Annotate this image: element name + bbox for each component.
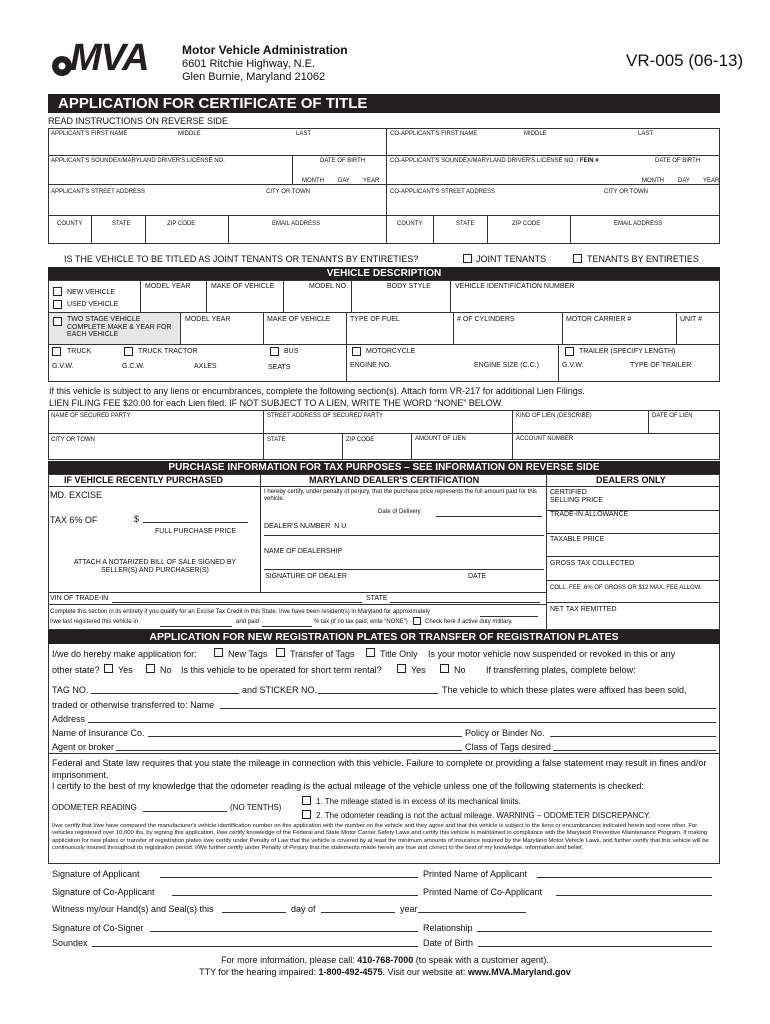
axles-label: AXLES <box>194 363 217 370</box>
policy-field[interactable] <box>550 728 716 737</box>
co-applicant-dob-label: DATE OF BIRTH <box>655 158 701 164</box>
no-tenths-label: (NO TENTHS) <box>230 803 282 812</box>
joint-tenants-label: JOINT TENANTS <box>476 254 547 264</box>
date-of-delivery-label: Date of Delivery <box>378 509 421 515</box>
applicant-middle-label: MIDDLE <box>178 131 201 137</box>
witness-label: Witness my/our Hand(s) and Seal(s) this <box>52 904 214 914</box>
applicant-county-label: COUNTY <box>57 221 83 227</box>
purchase-heading: PURCHASE INFORMATION FOR TAX PURPOSES – SEE INFORMATION ON REVERSE SIDE <box>48 461 720 474</box>
dealer-date-label: DATE <box>468 573 487 580</box>
agency-street: 6601 Ritchie Highway, N.E. <box>182 58 316 70</box>
signature-co-applicant-field[interactable] <box>172 887 418 896</box>
applicant-city-label: CITY OR TOWN <box>266 189 311 195</box>
applicant-dob-month: MONTH <box>302 178 324 184</box>
sticker-no-field[interactable] <box>318 685 438 694</box>
motorcycle-checkbox[interactable] <box>352 347 361 356</box>
printed-co-applicant-label: Printed Name of Co-Applicant <box>423 887 543 897</box>
used-vehicle-label: USED VEHICLE <box>67 301 119 308</box>
suspended-yes-label: Yes <box>118 665 133 675</box>
witness-day-field[interactable] <box>222 904 286 913</box>
trailer-gvw-label: G.V.W. <box>562 362 584 369</box>
affixed-label: The vehicle to which these plates were affixed has been sold, <box>442 685 687 695</box>
truck-checkbox[interactable] <box>52 347 61 356</box>
registration-heading: APPLICATION FOR NEW REGISTRATION PLATES OR TRANSFER OF REGISTRATION PLATES <box>48 630 720 644</box>
last-registered-field[interactable] <box>160 618 232 627</box>
odometer-option-2-checkbox[interactable] <box>302 810 311 819</box>
apply-label: I/we do hereby make application for: <box>52 649 197 659</box>
vin-trade-in-field[interactable] <box>112 594 362 603</box>
tag-no-label: TAG NO. <box>52 685 89 695</box>
traded-name-label: traded or otherwise transferred to: Name <box>52 700 215 710</box>
lien-notice-1: If this vehicle is subject to any liens or encumbrances, complete the following section(s). Attach form VR-217 for additional Lien Filings. <box>49 386 585 396</box>
co-signer-field[interactable] <box>150 923 418 932</box>
sticker-label: and STICKER NO. <box>242 685 318 695</box>
dollar-sign: $ <box>134 514 140 524</box>
cylinders-label: # OF CYLINDERS <box>457 316 515 323</box>
date-of-delivery-field[interactable] <box>436 508 542 517</box>
co-applicant-city-label: CITY OR TOWN <box>604 189 649 195</box>
signature-applicant-field[interactable] <box>160 869 418 878</box>
last-registered-label: I/we last registered this vehicle in <box>50 619 139 625</box>
motor-carrier-label: MOTOR CARRIER # <box>566 316 632 323</box>
applicant-dob-day: DAY <box>338 178 350 184</box>
bill-of-sale-note: ATTACH A NOTARIZED BILL OF SALE SIGNED BY SELLER(S) AND PURCHASER(S) <box>73 559 237 574</box>
trade-in-allowance: TRADE-IN ALLOWANCE <box>550 511 629 518</box>
soundex-label: Soundex <box>52 938 88 948</box>
other-state-label: other state? <box>52 665 100 675</box>
tag-no-field[interactable] <box>91 685 239 694</box>
and-paid-label: and paid <box>236 619 260 625</box>
used-vehicle-checkbox[interactable] <box>53 300 62 309</box>
tax-percent-label: % tax (if no tax paid, write “NONE”) <box>314 619 408 625</box>
registration-box <box>48 644 720 754</box>
secured-party-street-label: STREET ADDRESS OF SECURED PARTY <box>267 413 384 419</box>
lien-notice-2: LIEN FILING FEE $20.00 for each Lien filed. IF NOT SUBJECT TO A LIEN, WRITE THE WORD “NONE” BELOW. <box>49 398 504 408</box>
co-applicant-street-label: CO-APPLICANT'S STREET ADDRESS <box>390 189 496 195</box>
logo-text: MVA <box>70 37 149 79</box>
truck-label: TRUCK <box>67 348 92 355</box>
make-2-label: MAKE OF VEHICLE <box>267 316 331 323</box>
type-of-trailer-label: TYPE OF TRAILER <box>630 362 692 369</box>
co-applicant-middle-label: MIDDLE <box>524 131 547 137</box>
dealership-name-field[interactable] <box>264 560 544 570</box>
title-only-checkbox[interactable] <box>366 648 375 657</box>
agency-name: Motor Vehicle Administration <box>182 43 348 57</box>
co-applicant-license-label: CO-APPLICANT'S SOUNDEX/MARYLAND DRIVER'S LICENSE NO. / FEIN # <box>390 158 599 164</box>
lien-zip-label: ZIP CODE <box>346 437 375 443</box>
agency-city: Glen Burnie, Maryland 21062 <box>182 71 326 83</box>
lien-city-label: CITY OR TOWN <box>51 437 96 443</box>
two-stage-label: TWO STAGE VEHICLE COMPLETE MAKE & YEAR FOR EACH VEHICLE <box>67 316 172 339</box>
rental-no-label: No <box>454 665 466 675</box>
bus-checkbox[interactable] <box>270 347 279 356</box>
full-purchase-price-field[interactable] <box>143 514 248 523</box>
engine-no-label: ENGINE NO. <box>350 362 392 369</box>
fuel-label: TYPE OF FUEL <box>350 316 400 323</box>
tenants-by-entireties-checkbox[interactable] <box>573 254 582 263</box>
applicant-dob-label: DATE OF BIRTH <box>320 158 366 164</box>
joint-question: IS THE VEHICLE TO BE TITLED AS JOINT TENANTS OR TENANTS BY ENTIRETIES? <box>64 254 419 264</box>
tenants-by-entireties-label: TENANTS BY ENTIRETIES <box>587 254 699 264</box>
co-applicant-first-name-label: CO-APPLICANT'S FIRST NAME <box>390 131 478 137</box>
co-applicant-zip-label: ZIP CODE <box>512 221 541 227</box>
military-label: Check here if active duty military. <box>425 619 513 625</box>
co-applicant-dob-day: DAY <box>678 178 690 184</box>
dealer-number-label: DEALER'S NUMBER N U <box>264 523 347 530</box>
odometer-option-2-label: 2. The odometer reading is not the actual mileage. WARNING – ODOMETER DISCREPANCY. <box>316 811 651 820</box>
witness-month-field[interactable] <box>321 904 395 913</box>
footer-phone-line: For more information, please call: 410-768-7000 (to speak with a customer agent). <box>221 955 549 965</box>
co-applicant-state-label: STATE <box>456 221 475 227</box>
if-recently-purchased: IF VEHICLE RECENTLY PURCHASED <box>64 475 224 485</box>
account-number-label: ACCOUNT NUMBER <box>516 436 574 442</box>
collection-fee: COLL. FEE .6% OF GROSS OR $12 MAX. FEE ALLOW. <box>550 585 702 591</box>
agent-field[interactable] <box>116 742 462 751</box>
joint-tenants-checkbox[interactable] <box>463 254 472 263</box>
address-label: Address <box>52 714 86 724</box>
odometer-certify-text: I certify to the best of my knowledge that the odometer reading is the actual mileage of the vehicle unless one of the following statements is checked: <box>52 781 644 791</box>
lien-state-label: STATE <box>267 437 286 443</box>
if-transferring-label: If transferring plates, complete below: <box>486 665 636 675</box>
certified-selling-price: CERTIFIED SELLING PRICE <box>550 489 603 504</box>
odometer-law-text: Federal and State law requires that you state the mileage in connection with this vehicle. Failure to complete or providing a false statement may result in fines and/or imprisonment. <box>52 758 707 780</box>
dealers-only: DEALERS ONLY <box>596 475 666 485</box>
mva-logo <box>48 37 178 80</box>
relationship-field[interactable] <box>477 923 712 932</box>
net-tax-remitted: NET TAX REMITTED <box>550 606 617 613</box>
date-of-lien-label: DATE OF LIEN <box>652 413 693 419</box>
applicant-street-label: APPLICANT'S STREET ADDRESS <box>51 189 146 195</box>
gross-tax-collected: GROSS TAX COLLECTED <box>550 560 635 567</box>
bus-label: BUS <box>284 348 299 355</box>
model-no-label: MODEL NO. <box>309 283 349 290</box>
new-tags-checkbox[interactable] <box>214 648 223 657</box>
date-of-birth-field[interactable] <box>478 938 712 947</box>
make-label: MAKE OF VEHICLE <box>211 283 275 290</box>
suspended-question: Is your motor vehicle now suspended or revoked in this or any <box>428 649 676 659</box>
co-applicant-last-label: LAST <box>638 131 654 137</box>
suspended-no-checkbox[interactable] <box>146 664 155 673</box>
applicant-dob-year: YEAR <box>363 178 380 184</box>
day-of-label: day of <box>291 904 316 914</box>
name-of-dealership-label: NAME OF DEALERSHIP <box>264 548 343 555</box>
dealer-certification: MARYLAND DEALER'S CERTIFICATION <box>309 475 480 485</box>
full-purchase-price-label: FULL PURCHASE PRICE <box>155 528 237 535</box>
co-applicant-email-label: EMAIL ADDRESS <box>614 221 663 227</box>
md-excise: MD. EXCISE <box>50 490 103 500</box>
applicant-first-name-label: APPLICANT'S FIRST NAME <box>51 131 128 137</box>
unit-label: UNIT # <box>680 316 703 323</box>
class-tags-label: Class of Tags desired <box>465 742 551 752</box>
rental-question: Is this vehicle to be operated for short term rental? <box>181 665 382 675</box>
amount-of-lien-label: AMOUNT OF LIEN <box>415 436 466 442</box>
tax-6-of: TAX 6% OF <box>50 515 98 525</box>
seats-label: SEATS <box>268 364 291 371</box>
applicant-license-label: APPLICANT'S SOUNDEX/MARYLAND DRIVER'S LICENSE NO. <box>51 158 225 164</box>
co-signer-label: Signature of Co-Signer <box>52 923 144 933</box>
applicant-last-label: LAST <box>296 131 312 137</box>
truck-tractor-label: TRUCK TRACTOR <box>138 348 198 355</box>
motorcycle-label: MOTORCYCLE <box>366 348 416 355</box>
footer-tty-line: TTY for the hearing impaired: 1-800-492-4575. Visit our website at: www.MVA.Maryland.gov <box>199 967 571 977</box>
applicant-email-label: EMAIL ADDRESS <box>272 221 321 227</box>
read-instructions: READ INSTRUCTIONS ON REVERSE SIDE <box>48 116 229 126</box>
witness-year-field[interactable] <box>418 904 526 913</box>
kind-of-lien-label: KIND OF LIEN (DESCRIBE) <box>516 413 592 419</box>
odometer-option-1-checkbox[interactable] <box>302 796 311 805</box>
trade-in-state-field[interactable] <box>390 594 540 603</box>
page-title: APPLICATION FOR CERTIFICATE OF TITLE <box>48 94 720 113</box>
transfer-tags-label: Transfer of Tags <box>290 649 355 659</box>
gvw-label: G.V.W. <box>52 363 74 370</box>
co-applicant-county-label: COUNTY <box>397 221 423 227</box>
class-tags-field[interactable] <box>553 742 716 751</box>
taxable-price: TAXABLE PRICE <box>550 536 605 543</box>
agent-label: Agent or broker <box>52 742 115 752</box>
resident-years-field[interactable] <box>480 608 538 617</box>
transferee-address-field[interactable] <box>88 714 716 723</box>
lien-grid <box>48 410 720 460</box>
trailer-label: TRAILER (SPECIFY LENGTH) <box>579 348 676 355</box>
insurance-field[interactable] <box>148 728 462 737</box>
signature-applicant-label: Signature of Applicant <box>52 869 140 879</box>
two-stage-checkbox[interactable] <box>53 317 62 326</box>
suspended-no-label: No <box>160 665 172 675</box>
model-year-label: MODEL YEAR <box>145 283 191 290</box>
relationship-label: Relationship <box>423 923 473 933</box>
truck-tractor-checkbox[interactable] <box>124 347 133 356</box>
secured-party-name-label: NAME OF SECURED PARTY <box>51 413 131 419</box>
printed-applicant-label: Printed Name of Applicant <box>423 869 528 879</box>
rental-yes-checkbox[interactable] <box>397 664 406 673</box>
vin-of-trade-in-label: VIN OF TRADE-IN <box>50 595 109 602</box>
new-tags-label: New Tags <box>228 649 268 659</box>
trailer-checkbox[interactable] <box>565 347 574 356</box>
soundex-field[interactable] <box>92 938 418 947</box>
new-vehicle-label: NEW VEHICLE <box>67 289 116 296</box>
year-label: year <box>400 904 418 914</box>
date-of-birth-label: Date of Birth <box>423 938 474 948</box>
policy-label: Policy or Binder No. <box>465 728 545 738</box>
odometer-fine-print: I/we certify that I/we have compared the manufacturer's vehicle identification number on this application with the number on the vehicle and they agree and that this vehicle is subject to the liens or encumbrances indicated herein and none other. For vehicles registered over 10,000 lbs. by signing this application, I/we certify knowledge of the Federal and State Motor Carrier Safety Laws and certify this vehicle is maintained in compliance with the Maryland Preventive Maintenance Program. If making application for new plates or transfer of registration plates I/we certify under Penalty of Law that the vehicle is covered by at least the minimum amounts of insurance required by the Maryland Motor Vehicle Laws, and further certify that this vehicle will be continuously insured throughout its registration period. I/We further certify under Penalty of Perjury that the statements made herein are true and correct to the best of my knowledge, information and belief. <box>52 823 709 852</box>
rental-no-checkbox[interactable] <box>440 664 449 673</box>
gcw-label: G.C.W. <box>122 363 145 370</box>
transferee-name-field[interactable] <box>220 700 716 709</box>
form-number: VR-005 (06-13) <box>626 51 744 70</box>
military-checkbox[interactable] <box>413 617 421 625</box>
transfer-tags-checkbox[interactable] <box>276 648 285 657</box>
new-vehicle-checkbox[interactable] <box>53 287 62 296</box>
engine-size-label: ENGINE SIZE (C.C.) <box>474 362 539 369</box>
dealer-number-field[interactable] <box>264 532 544 536</box>
odometer-option-1-label: 1. The mileage stated is in excess of its mechanical limits. <box>316 797 521 806</box>
signature-of-dealer-label: SIGNATURE OF DEALER <box>265 573 347 580</box>
odometer-reading-label: ODOMETER READING <box>52 803 137 812</box>
applicant-state-label: STATE <box>112 221 131 227</box>
co-applicant-dob-month: MONTH <box>642 178 664 184</box>
rental-yes-label: Yes <box>411 665 426 675</box>
suspended-yes-checkbox[interactable] <box>104 664 113 673</box>
odometer-reading-field[interactable] <box>143 803 227 812</box>
vin-label: VEHICLE IDENTIFICATION NUMBER <box>455 283 575 290</box>
insurance-label: Name of Insurance Co. <box>52 728 145 738</box>
co-applicant-dob-year: YEAR <box>703 178 720 184</box>
tax-paid-field[interactable] <box>262 618 312 627</box>
printed-co-applicant-field[interactable] <box>556 887 712 896</box>
excise-credit-line-1: Complete this section in its entirety if you qualify for an Excise Tax Credit in this State. I/we have been resident(s) in Maryland for approximately <box>50 609 431 615</box>
dealer-certify-text: I hereby certify, under penalty of perjury, that the purchase price represents the full amount paid for this vehicle. <box>264 489 537 502</box>
trade-in-state-label: STATE <box>366 595 388 602</box>
signature-co-applicant-label: Signature of Co-Applicant <box>52 887 155 897</box>
vehicle-description-heading: VEHICLE DESCRIPTION <box>48 267 720 280</box>
applicant-zip-label: ZIP CODE <box>167 221 196 227</box>
printed-applicant-field[interactable] <box>537 869 712 878</box>
website-link[interactable]: www.MVA.Maryland.gov <box>467 967 571 977</box>
title-only-label: Title Only <box>380 649 418 659</box>
body-style-label: BODY STYLE <box>387 283 431 290</box>
model-year-2-label: MODEL YEAR <box>185 316 231 323</box>
